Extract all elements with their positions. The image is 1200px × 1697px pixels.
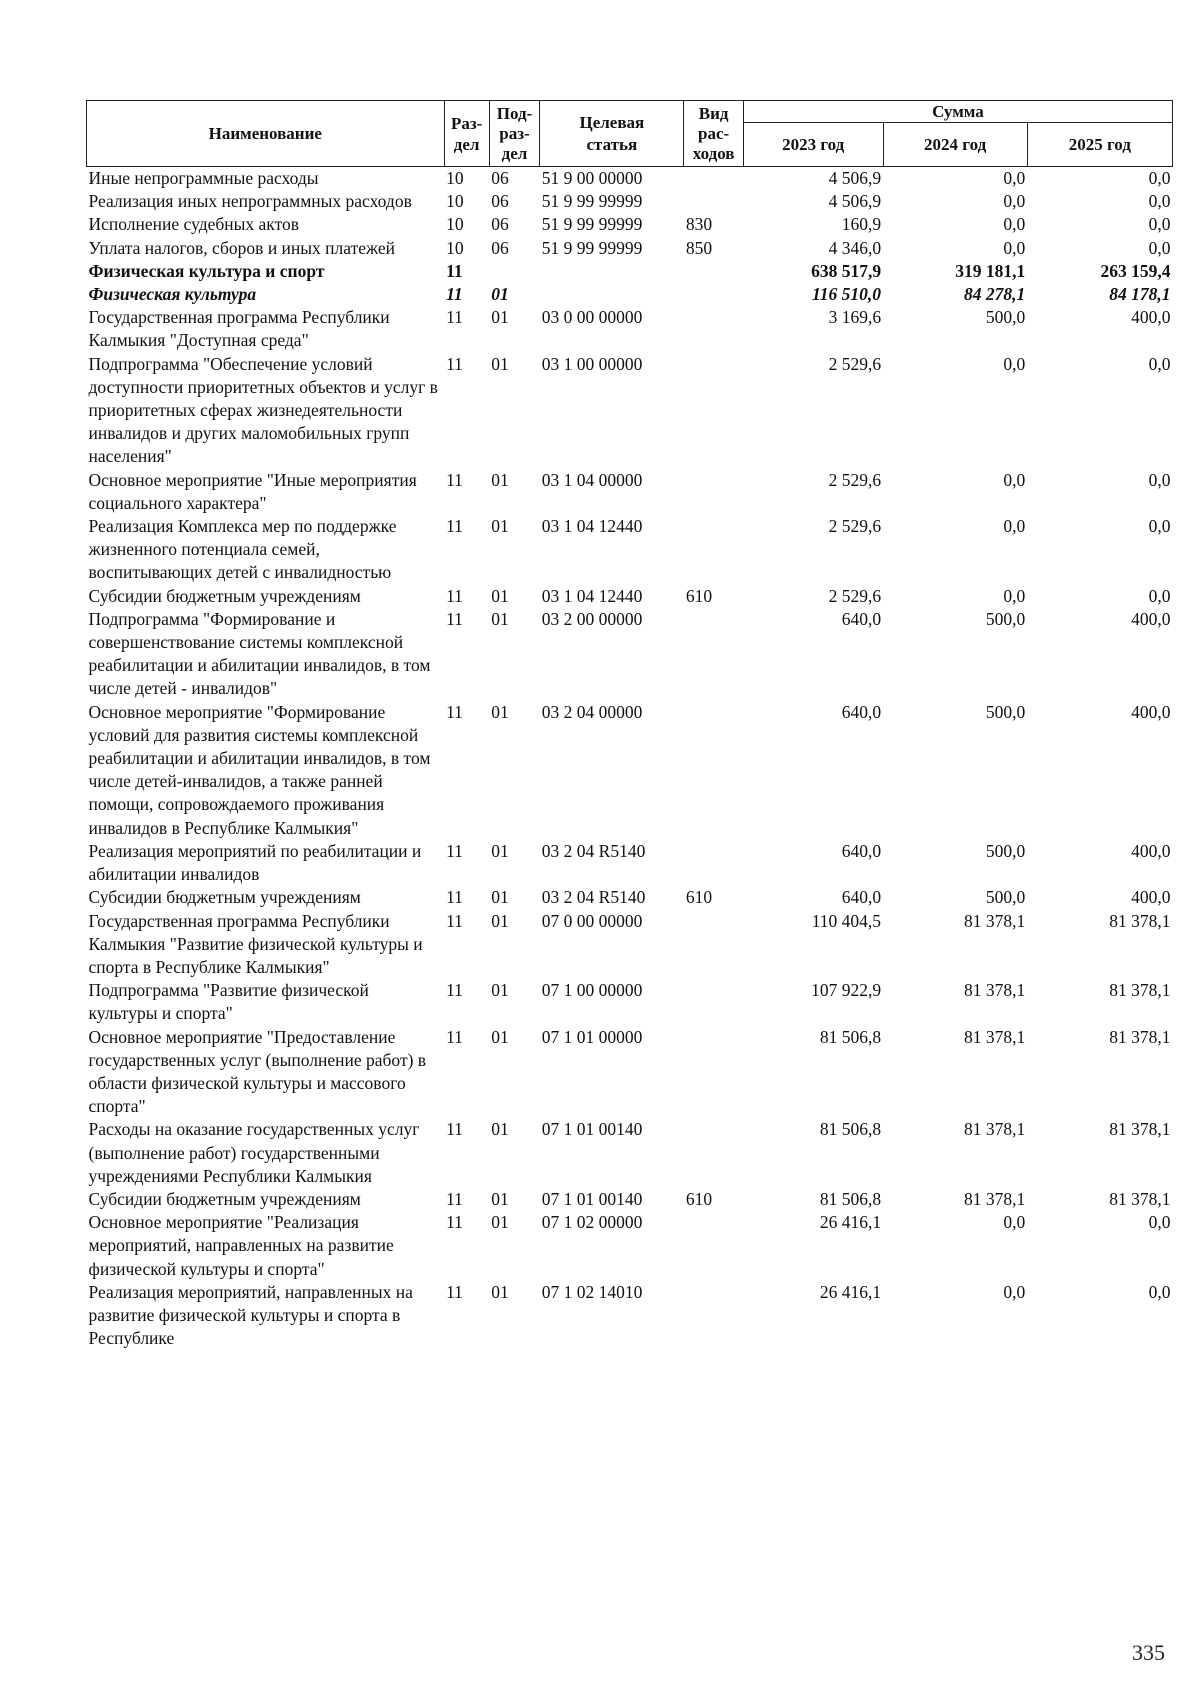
row-sum-2024: 81 378,1 <box>963 980 1026 1001</box>
header-razdel-text: Раз- дел <box>450 113 483 154</box>
row-target: 03 1 04 00000 <box>541 469 643 490</box>
row-sum-2025: 81 378,1 <box>1109 1119 1171 1140</box>
row-razdel: 11 <box>446 887 463 908</box>
budget-sheet <box>86 100 1173 1350</box>
row-razdel: 11 <box>446 307 463 328</box>
row-name: Государственная программа Республики Калмыкия "Доступная среда" <box>88 307 390 351</box>
row-podrazdel: 01 <box>491 1212 509 1233</box>
row-vid <box>684 910 743 980</box>
row-sum-2023: 26 416,1 <box>819 1212 882 1233</box>
table-row <box>87 608 1173 701</box>
row-target: 07 1 01 00140 <box>541 1119 643 1140</box>
row-razdel: 11 <box>446 585 463 606</box>
row-podrazdel: 01 <box>491 1188 509 1209</box>
row-name: Исполнение судебных актов <box>88 214 300 235</box>
row-razdel: 11 <box>446 516 463 537</box>
row-target: 07 1 02 14010 <box>541 1281 643 1302</box>
row-name: Иные непрограммные расходы <box>88 168 319 188</box>
row-sum-2023: 640,0 <box>841 887 882 908</box>
row-vid <box>684 701 743 840</box>
row-sum-2023: 160,9 <box>841 214 882 235</box>
row-sum-2024: 0,0 <box>1003 516 1026 537</box>
row-vid <box>684 1026 743 1119</box>
table-row <box>87 886 1173 909</box>
row-podrazdel: 01 <box>491 910 509 931</box>
row-sum-2025: 400,0 <box>1131 608 1171 629</box>
table-row <box>87 1026 1173 1119</box>
row-target: 03 2 04 R5140 <box>541 887 646 908</box>
row-sum-2024: 0,0 <box>1003 353 1026 374</box>
row-podrazdel: 01 <box>491 887 509 908</box>
row-sum-2025: 263 159,4 <box>1100 260 1171 281</box>
row-sum-2023: 640,0 <box>841 701 882 722</box>
row-sum-2024: 0,0 <box>1003 191 1026 212</box>
header-vid-text: Вид рас- ходов <box>692 103 735 163</box>
row-sum-2023: 640,0 <box>841 608 882 629</box>
row-sum-2023: 640,0 <box>841 840 882 861</box>
row-name: Уплата налогов, сборов и иных платежей <box>88 237 395 258</box>
row-sum-2024: 81 378,1 <box>963 1188 1026 1209</box>
row-sum-2025: 0,0 <box>1148 353 1171 374</box>
row-target <box>540 283 684 306</box>
row-podrazdel: 01 <box>491 1026 509 1047</box>
row-target: 07 0 00 00000 <box>541 910 643 931</box>
row-name: Основное мероприятие "Реализация мероприятий, направленных на развитие физической культуры и спорта" <box>88 1212 394 1279</box>
header-razdel <box>444 101 489 167</box>
row-podrazdel: 01 <box>491 980 509 1001</box>
row-vid <box>684 979 743 1025</box>
row-sum-2025: 0,0 <box>1148 168 1171 188</box>
row-sum-2023: 110 404,5 <box>811 910 882 931</box>
row-razdel: 11 <box>446 260 463 281</box>
row-podrazdel: 06 <box>491 237 509 258</box>
row-sum-2024: 0,0 <box>1003 1281 1026 1302</box>
row-podrazdel: 01 <box>491 469 509 490</box>
row-sum-2024: 81 378,1 <box>963 1119 1026 1140</box>
row-podrazdel: 01 <box>491 284 509 305</box>
header-year-2025: 2025 год <box>1027 123 1172 167</box>
row-podrazdel: 01 <box>491 516 509 537</box>
row-sum-2024: 319 181,1 <box>955 260 1026 281</box>
row-sum-2024: 500,0 <box>985 701 1026 722</box>
row-sum-2023: 2 529,6 <box>828 585 882 606</box>
header-year-2023: 2023 год <box>743 123 883 167</box>
row-name: Подпрограмма "Формирование и совершенствование системы комплексной реабилитации и абилитации инвалидов, в том числе детей - инвалидов" <box>88 608 431 699</box>
row-sum-2025: 81 378,1 <box>1109 980 1171 1001</box>
row-name: Расходы на оказание государственных услуг (выполнение работ) государственными учреждениями Республики Калмыкия <box>88 1119 420 1186</box>
row-sum-2024: 0,0 <box>1003 214 1026 235</box>
table-row <box>87 237 1173 260</box>
row-razdel: 11 <box>446 701 463 722</box>
row-sum-2023: 81 506,8 <box>819 1119 882 1140</box>
row-vid <box>684 840 743 886</box>
row-sum-2023: 116 510,0 <box>812 284 882 305</box>
row-target: 07 1 01 00000 <box>541 1026 643 1047</box>
row-sum-2023: 3 169,6 <box>828 307 882 328</box>
row-sum-2024: 84 278,1 <box>963 284 1026 305</box>
row-sum-2025: 400,0 <box>1131 701 1171 722</box>
row-podrazdel <box>489 260 540 283</box>
row-name: Субсидии бюджетным учреждениям <box>88 887 361 908</box>
row-razdel: 10 <box>446 191 464 212</box>
row-sum-2025: 0,0 <box>1148 516 1171 537</box>
row-sum-2024: 0,0 <box>1003 168 1026 188</box>
row-sum-2023: 2 529,6 <box>828 353 882 374</box>
row-vid <box>684 190 743 213</box>
row-sum-2023: 107 922,9 <box>811 980 882 1001</box>
row-sum-2025: 81 378,1 <box>1109 910 1171 931</box>
row-sum-2025: 0,0 <box>1148 469 1171 490</box>
row-vid <box>684 608 743 701</box>
row-vid <box>684 167 743 191</box>
row-target: 03 0 00 00000 <box>541 307 643 328</box>
row-name: Подпрограмма "Развитие физической культуры и спорта" <box>88 980 369 1024</box>
row-sum-2025: 0,0 <box>1148 214 1171 235</box>
row-vid <box>684 283 743 306</box>
row-sum-2024: 0,0 <box>1003 1212 1026 1233</box>
row-podrazdel: 06 <box>491 191 509 212</box>
row-razdel: 11 <box>446 284 463 305</box>
row-target: 03 2 04 00000 <box>541 701 643 722</box>
row-podrazdel: 01 <box>491 608 509 629</box>
row-target: 51 9 99 99999 <box>541 214 643 235</box>
row-vid <box>684 1281 743 1351</box>
row-name: Реализация иных непрограммных расходов <box>88 191 412 212</box>
row-sum-2024: 500,0 <box>985 608 1026 629</box>
row-vid: 850 <box>685 237 713 258</box>
row-target: 51 9 00 00000 <box>541 168 643 188</box>
table-row <box>87 469 1173 515</box>
row-podrazdel: 01 <box>491 353 509 374</box>
row-podrazdel: 01 <box>491 840 509 861</box>
row-target <box>540 260 684 283</box>
row-razdel: 11 <box>446 1119 463 1140</box>
row-vid: 610 <box>685 1188 713 1209</box>
row-sum-2025: 84 178,1 <box>1109 284 1171 305</box>
row-name: Подпрограмма "Обеспечение условий доступности приоритетных объектов и услуг в приоритетных сферах жизнедеятельности инвалидов и других маломобильных групп населения" <box>88 353 438 467</box>
header-vid <box>684 101 743 167</box>
row-sum-2023: 638 517,9 <box>811 260 882 281</box>
table-row <box>87 353 1173 469</box>
row-name: Физическая культура и спорт <box>88 260 325 281</box>
row-podrazdel: 06 <box>491 214 509 235</box>
table-row <box>87 283 1173 306</box>
row-name: Основное мероприятие "Иные мероприятия социального характера" <box>88 469 417 513</box>
row-target: 51 9 99 99999 <box>541 191 643 212</box>
table-row <box>87 701 1173 840</box>
row-name: Реализация мероприятий, направленных на развитие физической культуры и спорта в Республике <box>88 1281 413 1349</box>
row-sum-2025: 400,0 <box>1131 307 1171 328</box>
row-sum-2024: 0,0 <box>1003 469 1026 490</box>
row-name: Основное мероприятие "Формирование условий для развития системы комплексной реабилитации и абилитации инвалидов, в том числе детей-инвалидов, а также ранней помощи, сопровождаемого проживания инвалидов в Республике Калмыкия" <box>88 701 431 838</box>
budget-table <box>86 100 1173 1350</box>
row-vid <box>684 260 743 283</box>
header-name: Наименование <box>87 101 445 167</box>
row-razdel: 11 <box>446 840 463 861</box>
row-sum-2023: 81 506,8 <box>819 1026 882 1047</box>
row-name: Субсидии бюджетным учреждениям <box>88 585 361 606</box>
row-sum-2025: 81 378,1 <box>1109 1026 1171 1047</box>
row-name: Физическая культура <box>88 284 257 305</box>
row-sum-2023: 4 506,9 <box>828 168 882 188</box>
row-razdel: 10 <box>446 168 464 188</box>
header-sum: Сумма <box>743 101 1172 123</box>
row-sum-2025: 0,0 <box>1148 1281 1171 1302</box>
row-vid <box>684 306 743 352</box>
row-vid <box>684 515 743 585</box>
row-vid <box>684 1211 743 1281</box>
row-target: 03 2 04 R5140 <box>541 840 646 861</box>
row-vid <box>684 469 743 515</box>
row-target: 07 1 01 00140 <box>541 1188 643 1209</box>
row-sum-2024: 500,0 <box>985 887 1026 908</box>
table-row <box>87 1118 1173 1188</box>
row-razdel: 10 <box>446 214 464 235</box>
row-podrazdel: 01 <box>491 1119 509 1140</box>
row-razdel: 11 <box>446 980 463 1001</box>
table-row <box>87 979 1173 1025</box>
row-sum-2024: 81 378,1 <box>963 1026 1026 1047</box>
table-row <box>87 840 1173 886</box>
table-row <box>87 306 1173 352</box>
header-target-text: Целевая статья <box>579 112 645 154</box>
row-razdel: 11 <box>446 353 463 374</box>
row-target: 07 1 02 00000 <box>541 1212 643 1233</box>
row-sum-2025: 0,0 <box>1148 237 1171 258</box>
row-sum-2023: 26 416,1 <box>819 1281 882 1302</box>
row-sum-2024: 500,0 <box>985 840 1026 861</box>
row-sum-2023: 2 529,6 <box>828 469 882 490</box>
row-sum-2025: 81 378,1 <box>1109 1188 1171 1209</box>
row-target: 03 1 04 12440 <box>541 516 643 537</box>
row-target: 51 9 99 99999 <box>541 237 643 258</box>
row-vid: 610 <box>685 887 713 908</box>
row-name: Реализация Комплекса мер по поддержке жизненного потенциала семей, воспитывающих детей с инвалидностью <box>88 516 397 583</box>
row-sum-2023: 81 506,8 <box>819 1188 882 1209</box>
row-sum-2024: 0,0 <box>1003 237 1026 258</box>
row-sum-2023: 4 346,0 <box>828 237 882 258</box>
row-podrazdel: 01 <box>491 585 509 606</box>
row-sum-2025: 400,0 <box>1131 840 1171 861</box>
row-razdel: 11 <box>446 1026 463 1047</box>
row-vid <box>684 353 743 469</box>
row-sum-2023: 2 529,6 <box>828 516 882 537</box>
header-year-2024: 2024 год <box>883 123 1027 167</box>
row-sum-2025: 0,0 <box>1148 191 1171 212</box>
row-name: Основное мероприятие "Предоставление государственных услуг (выполнение работ) в области физической культуры и массового спорта" <box>88 1026 427 1117</box>
table-row <box>87 910 1173 980</box>
table-row <box>87 1281 1173 1351</box>
row-sum-2024: 0,0 <box>1003 585 1026 606</box>
row-razdel: 11 <box>446 1212 463 1233</box>
row-sum-2025: 0,0 <box>1148 1212 1171 1233</box>
row-vid: 610 <box>685 585 713 606</box>
table-row <box>87 515 1173 585</box>
header-target <box>540 101 684 167</box>
row-target: 03 1 04 12440 <box>541 585 643 606</box>
row-podrazdel: 01 <box>491 1281 509 1302</box>
row-podrazdel: 06 <box>491 168 509 188</box>
row-razdel: 11 <box>446 608 463 629</box>
row-sum-2024: 500,0 <box>985 307 1026 328</box>
row-podrazdel: 01 <box>491 307 509 328</box>
budget-rows <box>87 167 1173 1351</box>
row-vid <box>684 1118 743 1188</box>
row-sum-2025: 0,0 <box>1148 585 1171 606</box>
row-name: Субсидии бюджетным учреждениям <box>88 1188 361 1209</box>
table-row <box>87 585 1173 608</box>
table-row <box>87 1188 1173 1211</box>
page-number: 335 <box>1132 1640 1165 1665</box>
table-row <box>87 167 1173 191</box>
row-target: 03 2 00 00000 <box>541 608 643 629</box>
row-razdel: 11 <box>446 1281 463 1302</box>
row-sum-2023: 4 506,9 <box>828 191 882 212</box>
table-row <box>87 213 1173 236</box>
row-target: 07 1 00 00000 <box>541 980 643 1001</box>
row-sum-2025: 400,0 <box>1131 887 1171 908</box>
row-razdel: 11 <box>446 469 463 490</box>
row-podrazdel: 01 <box>491 701 509 722</box>
row-vid: 830 <box>685 214 713 235</box>
row-name: Государственная программа Республики Калмыкия "Развитие физической культуры и спорта в Республике Калмыкия" <box>88 910 423 977</box>
table-row <box>87 190 1173 213</box>
row-razdel: 11 <box>446 1188 463 1209</box>
row-razdel: 10 <box>446 237 464 258</box>
header-podrazdel <box>489 101 540 167</box>
table-row <box>87 260 1173 283</box>
row-razdel: 11 <box>446 910 463 931</box>
row-name: Реализация мероприятий по реабилитации и абилитации инвалидов <box>88 840 422 885</box>
row-sum-2024: 81 378,1 <box>963 910 1026 931</box>
table-row <box>87 1211 1173 1281</box>
header-podrazdel-text: Под- раз- дел <box>496 103 533 163</box>
row-target: 03 1 00 00000 <box>541 353 643 374</box>
